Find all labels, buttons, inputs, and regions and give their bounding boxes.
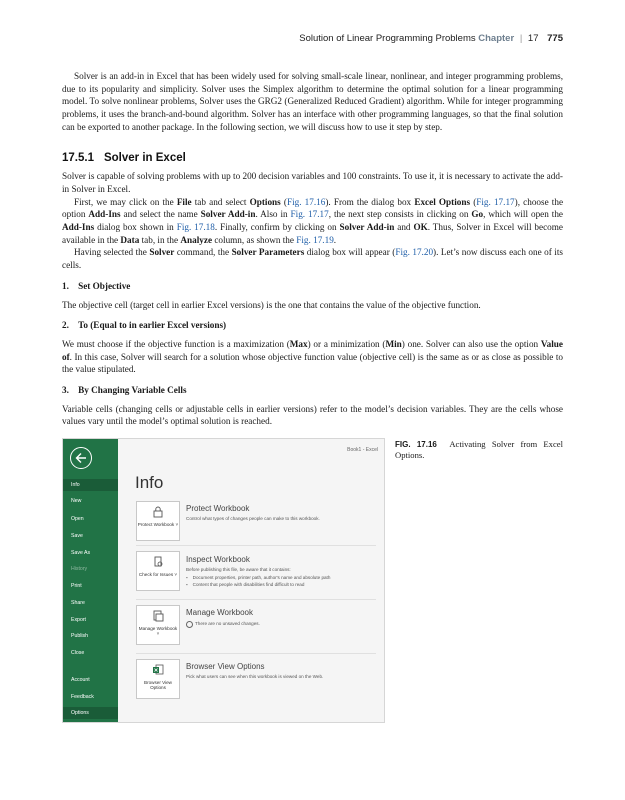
inspect-bullet: ▪ Document properties, printer path, author's name and absolute path [186,575,376,581]
manage-workbook-button[interactable] [136,605,180,645]
browser-view-options-title: Browser View Options [186,662,265,671]
sidebar-item-open[interactable]: Open [71,516,84,522]
figure-caption-text: Activating Solver from Excel Options. [395,439,563,460]
running-title: Solution of Linear Programming Problems [299,33,476,44]
browser-view-options-desc: Pick what users can see when this workbook is viewed on the Web. [186,674,324,679]
protect-workbook-title: Protect Workbook [186,504,250,513]
section-heading [62,152,563,165]
protect-workbook-button-label: Protect Workbook ˅ [137,521,179,527]
inspect-workbook-title: Inspect Workbook [186,555,250,564]
sidebar-item-info[interactable]: Info [63,479,118,491]
sidebar-item-account[interactable]: Account [71,677,90,683]
item-text-to: We must choose if the objective function is a maximization (Max) or a minimization (Min) one. Solver can also use the option Value of. In this case, Solver will search for a solution whose objective function value (objective cell) is the same as or as close as possible to the value stipulated. [62,338,563,375]
backstage-sidebar [63,439,118,722]
item-text-variable-cells: Variable cells (changing cells or adjustable cells in earlier versions) refer to the model’s decision variables. They are the cells whose values vary until the model’s optimal solution is reached. [62,403,563,427]
inspect-bullet: ▪ Content that people with disabilities find difficult to read [186,582,376,588]
figure-excel-info-screen [62,438,385,723]
workbook-title: Book1 - Excel [347,447,378,453]
clock-icon [186,621,193,628]
item-heading-variable-cells: 3. By Changing Variable Cells [62,385,187,396]
sidebar-item-save-as[interactable]: Save As [71,550,91,556]
sidebar-item-print[interactable]: Print [71,583,82,589]
sidebar-item-feedback[interactable]: Feedback [71,694,94,700]
sidebar-item-close[interactable]: Close [71,650,85,656]
manage-workbook-title: Manage Workbook [186,608,253,617]
running-header [299,33,563,44]
protect-workbook-button[interactable] [136,501,180,541]
sidebar-item-export[interactable]: Export [71,617,86,623]
browser-view-options-button[interactable] [136,659,180,699]
paragraph-activation-steps: First, we may click on the File tab and select Options (Fig. 17.16). From the dialog box Excel Options (Fig. 17.17), choose the option Add-Ins and select the name Solver Add-in. Also in Fig. 17.17, the next step consists in clicking on Go, which will open the Add-Ins dialog box shown in Fig. 17.18. Finally, confirm by clicking on Solver Add-in and OK. Thus, Solver in Excel will become available in the Data tab, in the Analyze column, as shown the Fig. 17.19. [62,196,564,245]
figure-link[interactable]: Fig. 17.19 [296,234,334,245]
manage-workbook-icon [151,610,165,622]
sidebar-item-save[interactable]: Save [71,533,83,539]
header-separator: | [519,33,523,44]
manage-workbook-desc: There are no unsaved changes. [186,621,385,627]
sidebar-item-history[interactable]: History [71,566,88,572]
manage-workbook-button-label: Manage Workbook ˅ [138,625,178,636]
inspect-workbook-desc: Before publishing this file, be aware that it contains: [186,567,291,572]
sidebar-item-publish[interactable]: Publish [71,633,89,639]
sidebar-item-share[interactable]: Share [71,600,85,606]
figure-link[interactable]: Fig. 17.16 [286,196,326,207]
item-heading-set-objective: 1. Set Objective [62,280,131,291]
body-text [62,70,563,428]
document-check-icon [151,556,165,568]
check-for-issues-button-label: Check for Issues ˅ [138,571,178,577]
paragraph-solver-parameters: Having selected the Solver command, the Solver Parameters dialog box will appear (Fig. 17.20). Let’s now discuss each one of its cells. [62,247,563,271]
paragraph-capability: Solver is capable of solving problems with up to 200 decision variables and 100 constraints. To use it, it is necessary to activate the add-in Solver in Excel. [62,171,563,194]
divider [136,545,376,546]
chapter-number: 17 [527,33,539,44]
check-for-issues-button[interactable] [136,551,180,591]
figure-link[interactable]: Fig. 17.17 [476,196,515,207]
item-heading-to: 2. To (Equal to in earlier Excel versions) [62,320,227,331]
section-number: 17.5.1 [62,151,94,164]
figure-link[interactable]: Fig. 17.17 [290,209,329,220]
protect-workbook-desc: Control what types of changes people can make to this workbook. [186,516,320,521]
section-title: Solver in Excel [103,151,186,164]
divider [136,653,376,654]
sidebar-item-options[interactable]: Options [63,707,118,719]
intro-paragraph: Solver is an add-in in Excel that has been widely used for solving small-scale linear, nonlinear, and integer programming problems, due to its popularity and simplicity. Solver uses the Simplex algorithm to determine the optimal solution for a linear programming model. To solve nonlinear problems, Solver uses the GRG2 (Generalized Reduced Gradient) algorithm. While for integer programming problems, it uses the branch-and-bound algorithm. Solver has an interface with other programming languages, so that the final solution can be exported to another package. In the following section, we will discuss how to use it step by step. [62,71,563,132]
chapter-label: Chapter [478,33,515,44]
divider [136,599,376,600]
sidebar-item-new[interactable]: New [71,498,82,504]
figure-caption [395,439,563,461]
back-arrow-icon[interactable] [70,447,92,469]
lock-icon [151,506,165,518]
item-text-set-objective: The objective cell (target cell in earlier Excel versions) is the one that contains the value of the objective function. [62,299,481,310]
page-number: 775 [547,33,563,44]
figure-label: FIG. 17.16 [395,440,437,449]
figure-link[interactable]: Fig. 17.20 [395,247,434,258]
browser-view-options-button-label: Browser View Options [144,679,172,690]
info-page-title: Info [135,473,164,492]
excel-web-icon [151,664,165,676]
figure-link[interactable]: Fig. 17.18 [176,222,215,233]
